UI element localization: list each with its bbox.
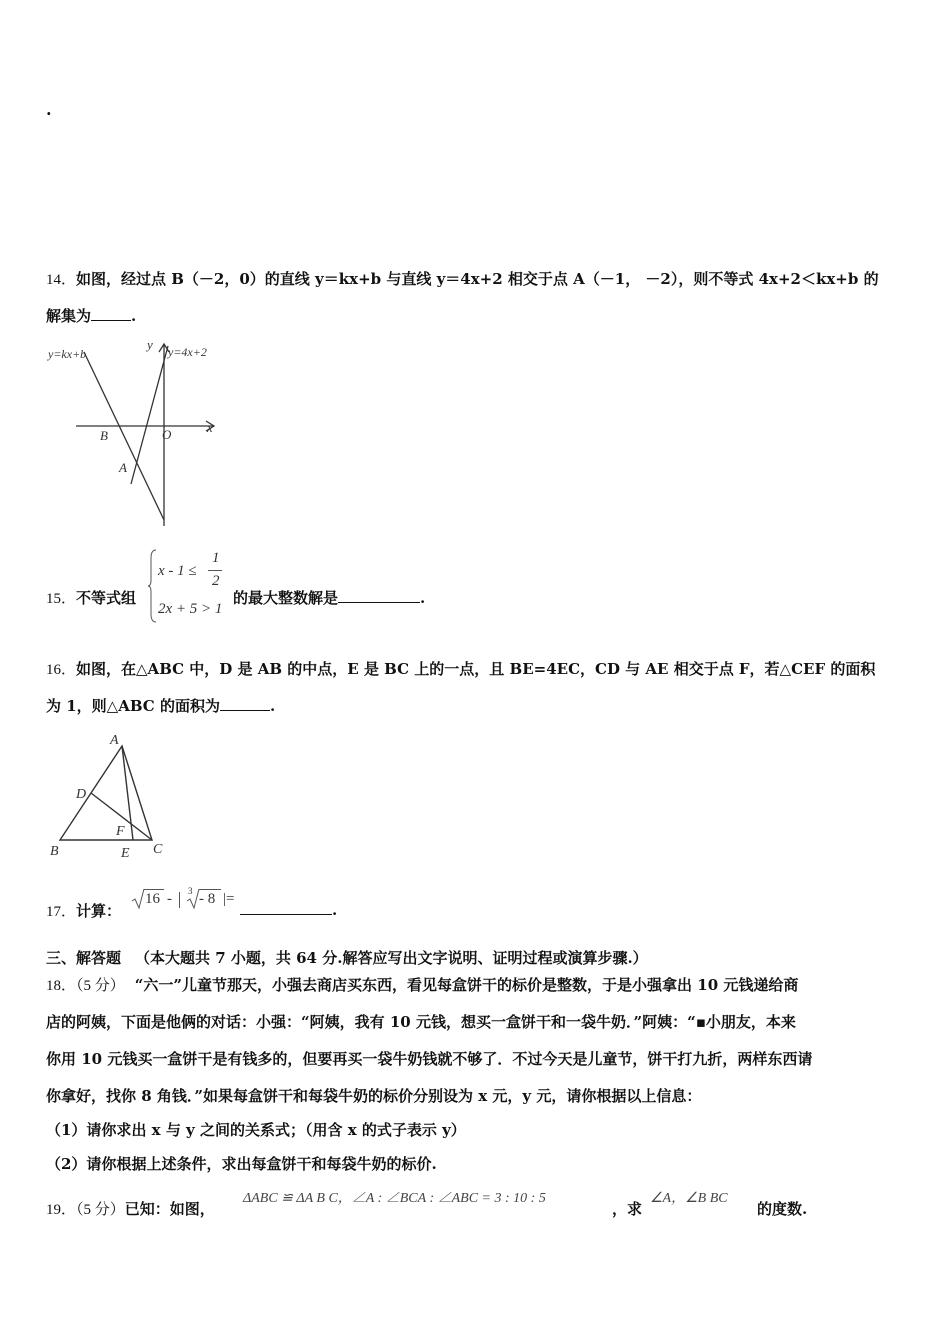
q17-end: . <box>332 901 338 919</box>
q14-line1 <box>46 268 879 289</box>
q19-score: （5 分） <box>76 1202 125 1218</box>
q16-label-d: D <box>76 787 87 802</box>
q17-answer-blank <box>240 900 332 915</box>
q14-label-x: x <box>207 420 213 435</box>
q14-answer-blank <box>91 306 131 321</box>
section3-desc: （本大题共 7 小题，共 64 分.解答应写出文字说明、证明过程或演算步骤.） <box>135 949 648 967</box>
q14-label-line1: y=kx+b <box>48 347 87 361</box>
q19-prefix: 已知：如图， <box>124 1200 215 1218</box>
q14-label-b: B <box>100 428 108 443</box>
q15-end: . <box>420 589 426 607</box>
q17-number: 17． <box>46 904 77 920</box>
q19-middle: ，求 <box>612 1200 643 1218</box>
q17-abs-left <box>179 892 180 908</box>
q16-line2-prefix: 为 1，则△ABC 的面积为 <box>46 697 220 715</box>
q17-cbrt-bar <box>199 889 221 890</box>
q17-cbrt-sign <box>186 888 200 910</box>
q18-part1: （1）请你求出 x 与 y 之间的关系式；（用含 x 的式子表示 y） <box>46 1121 466 1139</box>
section3-header <box>46 947 648 968</box>
q15-tail <box>233 587 425 608</box>
q18-text-line1: “六一”儿童节那天，小强去商店买东西，看见每盒饼干的标价是整数，于是小强拿出 10 元钱递给商 <box>134 976 799 994</box>
q17-sqrt-sign <box>131 888 145 910</box>
q15-ineq2: 2x + 5 > 1 <box>158 601 223 617</box>
q15-frac-num: 1 <box>212 550 220 566</box>
q18-number: 18． <box>46 978 77 994</box>
q19-suffix: 的度数. <box>757 1200 808 1218</box>
q19-math-condition: ΔABC ≌ ΔA B C，∠A : ∠BCA : ∠ABC = 3 : 10 : 5 <box>243 1191 546 1206</box>
q15-answer-blank <box>338 588 420 603</box>
q17-sqrt-value: 16 <box>145 891 160 907</box>
q14-line2-prefix: 解集为 <box>46 307 92 325</box>
q15-prefix: 不等式组 <box>76 589 137 607</box>
q14-line2 <box>46 305 136 326</box>
q18-line4: 你拿好，找你 8 角钱．”如果每盒饼干和每袋牛奶的标价分别设为 x 元，y 元，请你根据以上信息： <box>46 1087 702 1105</box>
q18-line1 <box>46 974 798 995</box>
q14-label-line2: y=4x+2 <box>168 345 207 359</box>
q18-part2: （2）请你根据上述条件，求出每盒饼干和每袋牛奶的标价. <box>46 1155 437 1173</box>
q17-tail <box>240 900 337 919</box>
q15-line <box>46 587 136 608</box>
q15-system <box>148 548 233 624</box>
q17-equals: |= <box>223 891 235 907</box>
stray-mark: . <box>46 100 52 119</box>
q17-cbrt-index: 3 <box>188 886 193 896</box>
q14-text: 如图，经过点 B（－2，0）的直线 y＝kx+b 与直线 y＝4x+2 相交于点 A（－1， －2），则不等式 4x+2＜kx+b 的 <box>76 270 879 288</box>
q16-label-e: E <box>121 846 130 861</box>
q16-label-c: C <box>153 842 163 857</box>
q16-figure <box>44 728 184 862</box>
q14-label-o: O <box>162 427 172 442</box>
q19-number: 19． <box>46 1202 77 1218</box>
q15-frac-den: 2 <box>212 573 220 589</box>
q14-line2-suffix: . <box>131 307 137 325</box>
q14-label-y: y <box>147 337 153 352</box>
q16-text: 如图，在△ABC 中，D 是 AB 的中点，E 是 BC 上的一点，且 BE=4EC，CD 与 AE 相交于点 F，若△CEF 的面积 <box>76 660 876 678</box>
q16-line1 <box>46 658 875 679</box>
q15-frac-bar <box>208 570 222 571</box>
q19-line <box>46 1198 215 1219</box>
q17-line <box>46 900 121 921</box>
q17-prefix: 计算： <box>76 902 122 920</box>
q16-label-a: A <box>110 733 119 748</box>
q17-minus: - <box>167 891 172 907</box>
q16-answer-blank <box>220 696 270 711</box>
q16-line2 <box>46 695 275 716</box>
section3-title: 三、解答题 <box>46 949 122 967</box>
q14-figure <box>44 336 234 528</box>
q17-cbrt-value: - 8 <box>199 891 216 907</box>
q15-number: 15． <box>46 591 77 607</box>
q18-score: （5 分） <box>76 978 125 994</box>
q16-label-b: B <box>50 844 59 859</box>
q16-line2-suffix: . <box>269 697 276 715</box>
q18-line3: 你用 10 元钱买一盒饼干是有钱多的，但要再买一袋牛奶钱就不够了．不过今天是儿童节，饼干打九折，两样东西请 <box>46 1050 813 1068</box>
q16-number: 16． <box>46 662 77 678</box>
q14-label-a: A <box>119 460 127 475</box>
q16-label-f: F <box>116 824 125 839</box>
q17-expression <box>131 886 243 914</box>
q14-number: 14． <box>46 272 77 288</box>
q15-suffix: 的最大整数解是 <box>233 589 339 607</box>
q17-sqrt-bar <box>144 889 164 890</box>
q19-math-angles: ∠A，∠B BC <box>650 1191 728 1206</box>
q18-line2: 店的阿姨，下面是他俩的对话：小强：“阿姨，我有 10 元钱，想买一盒饼干和一袋牛奶．”阿姨：“▪小朋友，本来 <box>46 1013 796 1031</box>
q15-ineq1: x - 1 ≤ <box>158 563 197 579</box>
q15-brace <box>148 548 158 624</box>
